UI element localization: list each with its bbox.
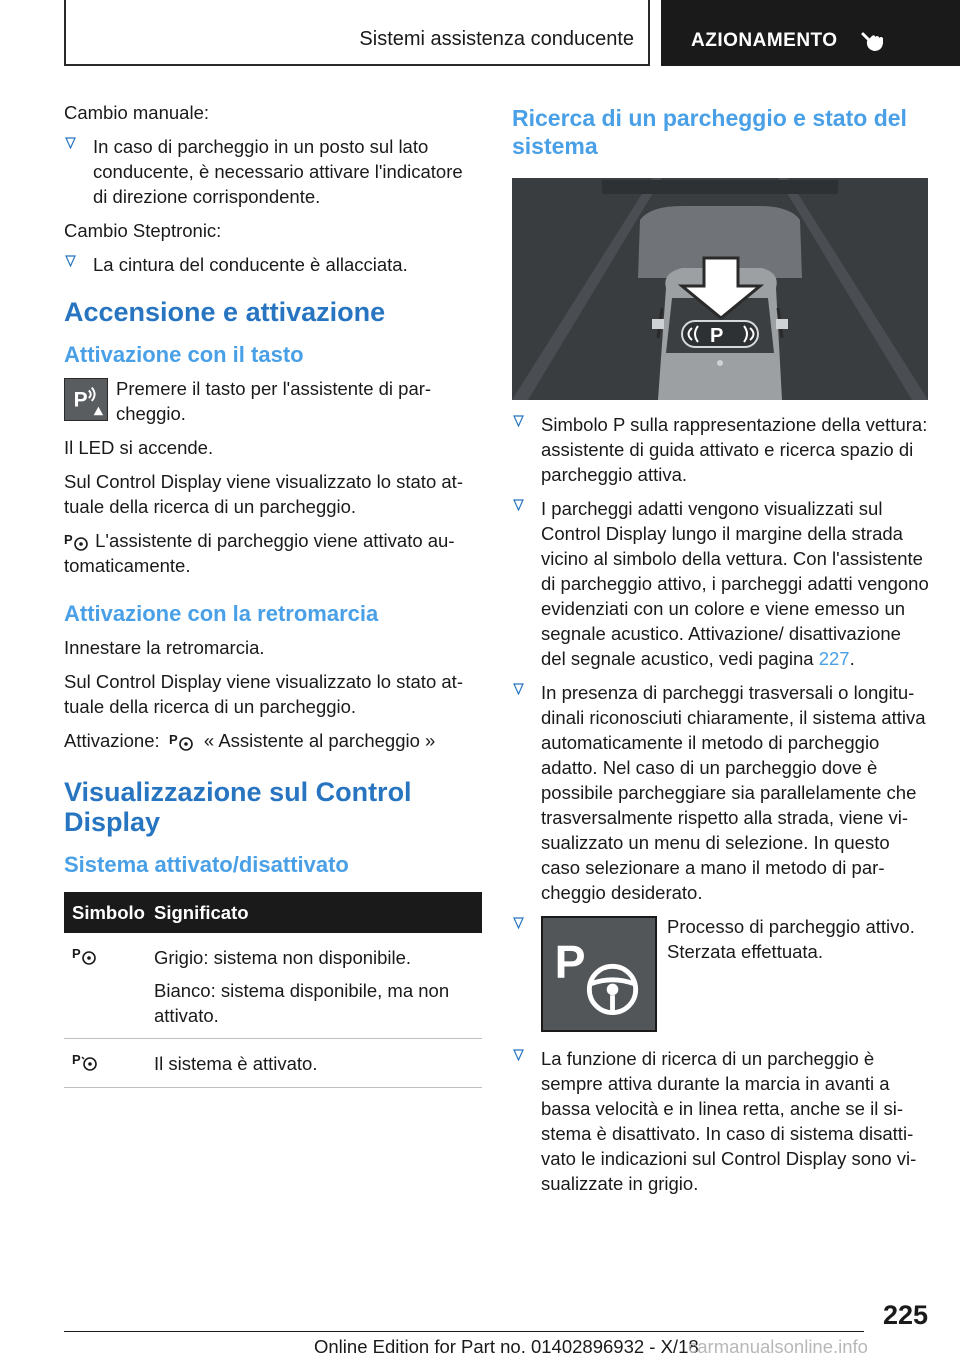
park-assist-small-icon [64,531,90,551]
bullet-text: Simbolo P sulla rappresentazione della vettura: assistente di guida attivato e ricerca spazio di parcheggio attiva. [541,414,928,485]
park-assist-small-icon [169,731,195,751]
list-item [512,1046,930,1196]
table-row [64,933,482,1039]
table-cell-symbol [64,933,146,1039]
attivazione-line [64,728,482,753]
bullet-triangle-icon [513,917,524,929]
button-instruction [64,376,482,426]
bullet-triangle-icon [513,1049,524,1061]
bullet-text: La funzione di ricerca di un parcheggio è sempre attiva durante la marcia in avanti a bassa velocità e in linea retta, anche se il sistema è disattivato. In caso di sistema disattivato le indicazioni sul Control Display sono visualizzate in grigio. [541,1048,917,1194]
heading-ricerca: Ricerca di un parcheggio e stato del sistema [512,105,907,159]
table-row [64,1039,482,1088]
page-link[interactable]: 227 [818,648,850,669]
list-item [512,914,930,1032]
watermark: carmanualsonline.info [688,1336,868,1357]
edition-text: Online Edition for Part no. 01402896932 - X/18 [314,1336,699,1357]
heading-sistema: Sistema attivato/disattivato [64,852,349,877]
symbol-table [64,892,482,1088]
park-assist-active-icon [72,1051,100,1071]
list-item [512,496,930,671]
parking-steering-icon [541,916,657,1032]
page-number: 225 [882,1300,928,1330]
bullet-text: In presenza di parcheggi trasversali o longitudinali riconosciuti chiaramente, il sistema attiva automaticamente il metodo di parcheggio adatto. Nel caso di un parcheggio dove è possibile parcheggiare sia parallelamente che trasversalmente rispetto alla strada, viene visualizzato un menu di selezione. In questo caso selezionare a mano il metodo di parcheggio desiderato. [541,682,926,903]
svg-text:P: P [72,946,81,961]
table-header-row [64,892,482,933]
led-text: Il LED si accende. [64,437,214,458]
retro-display-text: Sul Control Display viene visualizzato lo stato attuale della ricerca di un parcheggio. [64,671,463,717]
park-assist-small-icon [72,945,98,965]
park-assist-button-icon [64,378,108,421]
attivazione-label: Attivazione: [64,730,160,751]
left-column [64,100,482,1088]
right-column [512,100,930,1205]
chapter-tab [661,0,960,66]
manual-label: Cambio manuale: [64,102,209,123]
table-cell-meaning: Il sistema è attivato. [146,1039,482,1088]
page-header [64,0,960,66]
bullet-text: Processo di parcheggio attivo. Sterzata effettuata. [667,916,915,962]
hand-pointer-icon [857,24,887,54]
heading-tasto: Attivazione con il tasto [64,342,304,367]
bullet-end: . [849,648,855,669]
svg-text:P: P [72,1052,81,1067]
table-cell-symbol [64,1039,146,1088]
list-item [512,412,930,487]
heading-accensione: Accensione e attivazione [64,297,386,327]
bullet-triangle-icon [65,255,76,267]
steptronic-label: Cambio Steptronic: [64,220,222,241]
bullet-triangle-icon [513,415,524,427]
auto-text: L'assistente di parcheggio viene attivato automaticamente. [64,530,455,576]
list-item [512,680,930,905]
svg-text:P: P [710,325,724,347]
list-item [64,134,482,209]
auto-activation-text [64,528,482,578]
svg-text:P: P [168,732,178,747]
tasto-text: Premere il tasto per l'assistente di parcheggio. [116,378,432,424]
section-title: Sistemi assistenza conducente [359,28,634,50]
bullet-triangle-icon [513,499,524,511]
bullet-text: I parcheggi adatti vengono visualizzati sul Control Display lungo il margine della strada vicino al simbolo della vettura. Con l'assistente di parcheggio attivo, i parcheggi adatti vengono evidenziati con un colore e viene emesso un segnale acustico. Attivazione/ disattivazione del segnale acustico, vedi pagina [541,498,929,669]
col-meaning-header: Significato [146,892,482,933]
section-tab [64,0,650,66]
heading-retro: Attivazione con la retromarcia [64,601,379,626]
list-item [64,252,482,277]
heading-visualizzazione: Visualizzazione sul Control Display [64,777,412,837]
svg-text:P: P [64,532,73,547]
manual-bullet-text: In caso di parcheggio in un posto sul lato conducente, è necessario attivare l'indicatore di direzione corrispondente. [93,136,463,207]
steptronic-bullet-text: La cintura del conducente è allacciata. [93,254,408,275]
bullet-triangle-icon [513,683,524,695]
chapter-title: AZIONAMENTO [691,30,838,51]
control-display-parking-image [512,178,928,400]
attivazione-menu: « Assistente al parcheggio » [203,730,436,751]
meaning-gray: Grigio: sistema non disponibile. [154,947,412,968]
bullet-triangle-icon [65,137,76,149]
svg-text:P: P [554,935,586,988]
footer-divider [64,1331,864,1332]
table-cell-meaning [146,933,482,1039]
retro-text: Innestare la retromarcia. [64,637,265,658]
display-text: Sul Control Display viene visualizzato lo stato attuale della ricerca di un parcheggio. [64,471,463,517]
svg-text:P: P [73,388,88,412]
col-symbol-header: Simbolo [64,892,146,933]
meaning-white: Bianco: sistema disponibile, ma non attivato. [154,980,450,1026]
